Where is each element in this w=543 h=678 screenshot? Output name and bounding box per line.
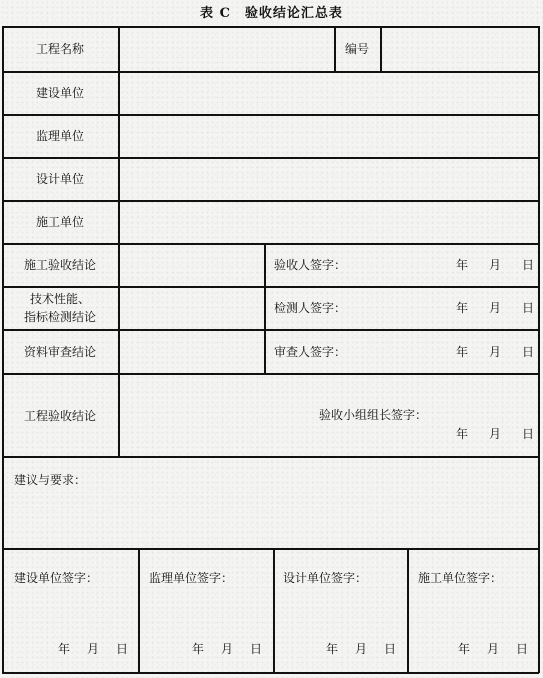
signature-column-divider (264, 243, 266, 374)
group-leader-signature-label: 验收小组组长签字： (319, 408, 428, 422)
day-label: 日 (116, 642, 129, 656)
row-divider (2, 243, 539, 245)
supervision-signature-label: 监理单位签字： (149, 571, 234, 585)
row-divider (2, 373, 539, 375)
year-label: 年 (458, 642, 471, 656)
month-label: 月 (355, 642, 368, 656)
project-name-label: 工程名称 (35, 42, 84, 56)
technical-label-line1: 技术性能、 (29, 292, 90, 306)
row-divider (2, 200, 539, 202)
design-signature-label: 设计单位签字： (283, 571, 368, 585)
document-review-label: 资料审查结论 (23, 345, 96, 359)
table-border-top (2, 26, 539, 28)
row-divider (2, 548, 539, 550)
year-label: 年 (456, 427, 469, 441)
day-label: 日 (250, 642, 263, 656)
day-label: 日 (384, 642, 397, 656)
month-label: 月 (489, 301, 502, 315)
date-placeholder (58, 641, 128, 657)
date-placeholder (456, 300, 534, 316)
table-title: 验收结论汇总表 (244, 6, 343, 21)
supervision-unit-label: 监理单位 (35, 129, 84, 143)
month-label: 月 (221, 642, 234, 656)
month-label: 月 (489, 427, 502, 441)
year-label: 年 (456, 258, 469, 272)
row-divider (2, 329, 539, 331)
project-acceptance-label: 工程验收结论 (23, 409, 96, 423)
builder-unit-label: 施工单位 (35, 215, 84, 229)
construction-signature-label: 建设单位签字： (14, 571, 99, 585)
construction-unit-label: 建设单位 (35, 86, 84, 100)
day-label: 日 (516, 642, 529, 656)
day-label: 日 (522, 258, 535, 272)
date-placeholder (326, 641, 396, 657)
day-label: 日 (522, 345, 535, 359)
bottom-divider (407, 548, 409, 673)
technical-label-line2: 指标检测结论 (23, 310, 96, 324)
row-divider (2, 157, 539, 159)
row-divider (2, 71, 539, 73)
suggestions-label: 建议与要求： (14, 473, 87, 487)
month-label: 月 (489, 345, 502, 359)
date-placeholder (458, 641, 528, 657)
builder-acceptance-label: 施工验收结论 (23, 258, 96, 272)
reviewer-signature-label: 审查人签字： (274, 345, 347, 359)
acceptor-signature-label: 验收人签字： (274, 258, 347, 272)
year-label: 年 (58, 642, 71, 656)
table-border-bottom (2, 672, 539, 674)
month-label: 月 (87, 642, 100, 656)
bottom-divider (273, 548, 275, 673)
builder-signature-label: 施工单位签字： (418, 571, 503, 585)
table-border-right (538, 26, 540, 673)
date-placeholder (456, 257, 534, 273)
row-divider (2, 114, 539, 116)
table-caption (0, 2, 543, 21)
number-value-divider (380, 26, 382, 72)
table-code: 表 C (200, 6, 231, 21)
month-label: 月 (487, 642, 500, 656)
year-label: 年 (192, 642, 205, 656)
year-label: 年 (326, 642, 339, 656)
date-placeholder (192, 641, 262, 657)
day-label: 日 (522, 301, 535, 315)
year-label: 年 (456, 301, 469, 315)
date-placeholder (456, 344, 534, 360)
date-placeholder (456, 426, 534, 442)
day-label: 日 (522, 427, 535, 441)
row-divider (2, 286, 539, 288)
inspector-signature-label: 检测人签字： (274, 301, 347, 315)
number-label: 编号 (344, 42, 369, 56)
year-label: 年 (456, 345, 469, 359)
month-label: 月 (489, 258, 502, 272)
bottom-divider (138, 548, 140, 673)
design-unit-label: 设计单位 (35, 172, 84, 186)
label-column-divider (118, 26, 120, 457)
row-divider (2, 456, 539, 458)
